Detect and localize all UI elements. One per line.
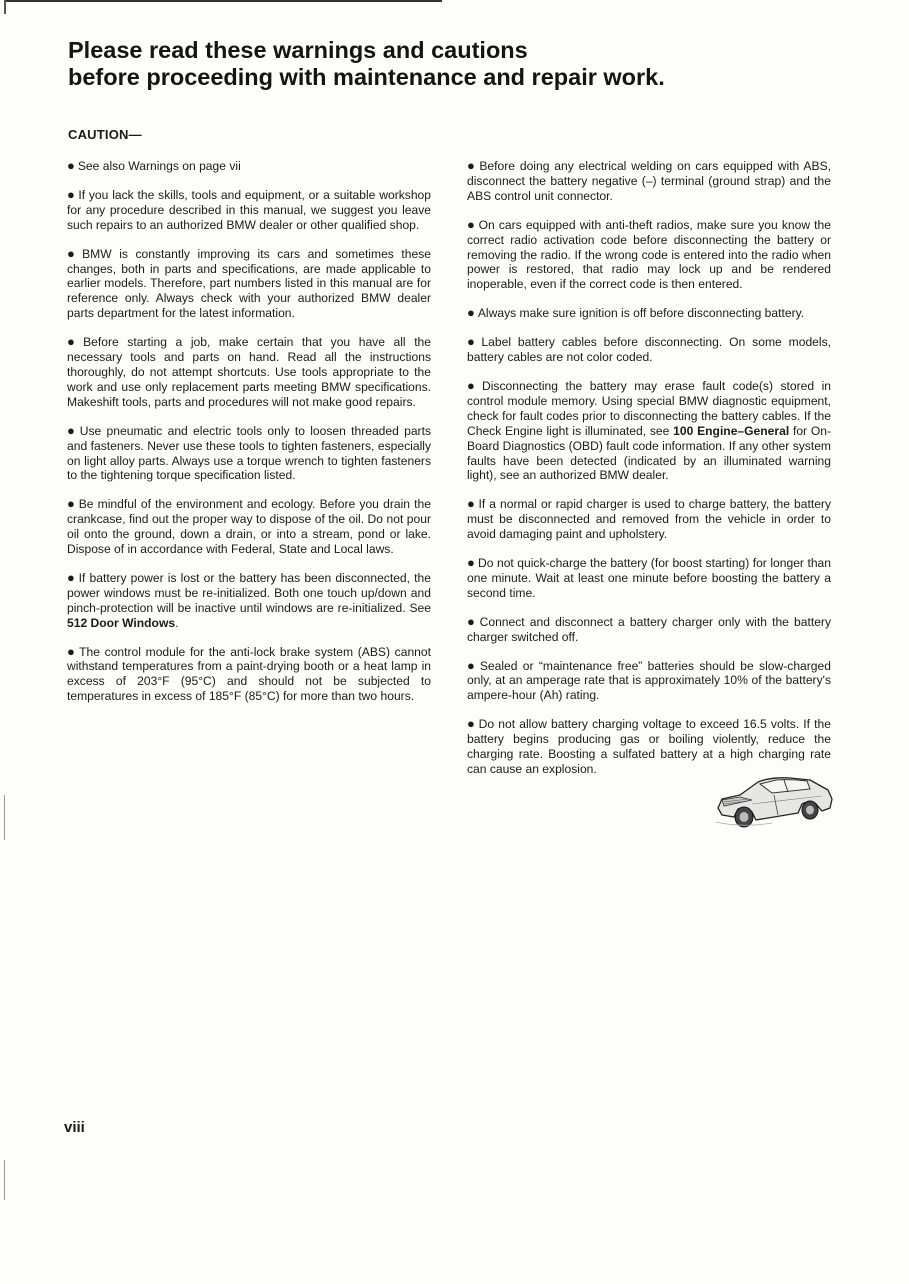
caution-text: Before starting a job, make certain that you have all the necessary tools and parts on hand. Read all the instructions thoroughly, do not attempt shortcuts. Use tools appropriate to the work and use only replacement parts meeting BMW specifications. Makeshift tools, parts and procedures will not make good repairs. — [67, 335, 432, 409]
caution-text: Do not allow battery charging voltage to exceed 16.5 volts. If the battery begins producing gas or boiling violently, reduce the charging rate. Boosting a sulfated battery at a high charging rate can cause an explosion. — [467, 717, 831, 776]
bullet-icon: ● — [467, 555, 475, 571]
bullet-icon: ● — [67, 422, 77, 438]
caution-text: If battery power is lost or the battery has been disconnected, the power windows must be re-initialized. Both one touch up/down and pinch-protection will be inactive until windows are re-initialized. See — [67, 570, 431, 615]
caution-item — [67, 247, 431, 322]
caution-heading: CAUTION— — [68, 127, 142, 142]
bullet-icon: ● — [67, 186, 76, 202]
caution-text: Use pneumatic and electric tools only to loosen threaded parts and fasteners. Never use these tools to tighten fasteners, especially on light alloy parts. Always use a torque wrench to tighten fasteners to the tightening torque specification listed. — [67, 423, 431, 483]
scan-edge-mark — [4, 795, 5, 840]
bullet-icon: ● — [67, 334, 81, 350]
caution-text: Always make sure ignition is off before disconnecting battery. — [477, 306, 805, 321]
caution-item — [67, 571, 431, 631]
caution-item — [67, 159, 431, 174]
bullet-icon: ● — [67, 643, 77, 659]
bullet-icon: ● — [67, 245, 80, 261]
caution-text: Label battery cables before disconnecting. On some models, battery cables are not color coded. — [467, 335, 832, 365]
caution-text: BMW is constantly improving its cars and sometimes these changes, both in parts and specifications, are made applicable to earlier models. Therefore, part numbers listed in this manual are for reference only. Always check with your authorized BMW dealer parts department for the latest information. — [67, 246, 432, 321]
page-number: viii — [64, 1119, 85, 1136]
caution-item — [467, 379, 831, 483]
caution-text-continued: for On-Board Diagnostics (OBD) fault code information. If any other system faults have been detected (indicated by an illuminated warning light), see an authorized BMW dealer. — [467, 423, 832, 483]
caution-item — [467, 659, 831, 704]
caution-item — [67, 497, 431, 557]
bullet-icon: ● — [67, 496, 76, 512]
caution-text: If you lack the skills, tools and equipment, or a suitable workshop for any procedure described in this manual, we suggest you leave such repairs to an authorized BMW dealer or other qualified shop. — [67, 187, 431, 232]
bullet-icon: ● — [467, 334, 479, 350]
page-title — [68, 37, 665, 91]
caution-text: Be mindful of the environment and ecology. Before you drain the crankcase, find out the proper way to dispose of the oil. Do not pour oil onto the ground, down a drain, or into a stream, pond or lake. Dispose of in accordance with Federal, State and Local laws. — [67, 497, 431, 557]
corner-mark — [4, 0, 6, 14]
caution-item — [467, 497, 831, 542]
bullet-icon: ● — [467, 305, 475, 321]
caution-item — [67, 645, 431, 705]
bullet-icon: ● — [467, 657, 477, 673]
caution-text: If a normal or rapid charger is used to charge battery, the battery must be disconnected and removed from the vehicle in order to avoid damaging paint and upholstery. — [467, 497, 832, 542]
caution-text: Connect and disconnect a battery charger only with the battery charger switched off. — [467, 614, 831, 644]
caution-item — [467, 335, 831, 365]
caution-text: Disconnecting the battery may erase fault code(s) stored in control module memory. Using special BMW diagnostic equipment, check for fault codes prior to disconnecting the battery cables. If the Check Engine light is illuminated, see — [467, 378, 832, 438]
caution-text: Before doing any electrical welding on cars equipped with ABS, disconnect the battery negative (–) terminal (ground strap) and the ABS control unit connector. — [467, 159, 831, 203]
caution-text: Do not quick-charge the battery (for boost starting) for longer than one minute. Wait at least one minute before boosting the battery a second time. — [467, 556, 831, 600]
bullet-icon: ● — [467, 496, 476, 512]
bmw-sedan-icon — [712, 768, 836, 834]
bullet-icon: ● — [467, 716, 476, 732]
caution-item — [467, 556, 831, 601]
caution-item — [67, 335, 431, 410]
caution-text-continued: . — [175, 615, 179, 630]
caution-item — [67, 424, 431, 484]
caution-item — [467, 306, 831, 321]
title-line-1: Please read these warnings and cautions — [68, 37, 528, 63]
caution-text: The control module for the anti-lock brake system (ABS) cannot withstand temperatures from a paint-drying booth or a heat lamp in excess of 203°F (95°C) and should not be subjected to temperatures in excess of 185°F (85°C) for more than two hours. — [67, 644, 431, 704]
bullet-icon: ● — [467, 377, 479, 393]
scan-edge-mark — [4, 1160, 5, 1200]
caution-text: On cars equipped with anti-theft radios, make sure you know the correct radio activation code before disconnecting the battery or removing the radio. If the wrong code is entered into the radio when power is restored, that radio may lock up and be rendered inoperable, even if the correct code is then entered. — [467, 217, 831, 292]
caution-text: See also Warnings on page vii — [77, 159, 241, 173]
section-reference: 512 Door Windows — [67, 615, 176, 630]
title-line-2: before proceeding with maintenance and repair work. — [68, 64, 665, 90]
bullet-icon: ● — [67, 569, 76, 585]
bullet-icon: ● — [467, 216, 476, 232]
bullet-icon: ● — [67, 158, 75, 173]
bullet-icon: ● — [467, 158, 477, 173]
caution-item — [467, 218, 831, 293]
right-column — [467, 159, 831, 791]
bullet-icon: ● — [467, 613, 477, 629]
caution-item — [67, 188, 431, 233]
section-reference: 100 Engine–General — [673, 423, 790, 438]
caution-item — [467, 159, 831, 204]
top-rule — [6, 0, 442, 2]
caution-item — [467, 615, 831, 645]
left-column — [67, 159, 431, 718]
caution-text: Sealed or “maintenance free” batteries should be slow-charged only, at an amperage rate that is approximately 10% of the battery's ampere-hour (Ah) rating. — [467, 658, 831, 703]
